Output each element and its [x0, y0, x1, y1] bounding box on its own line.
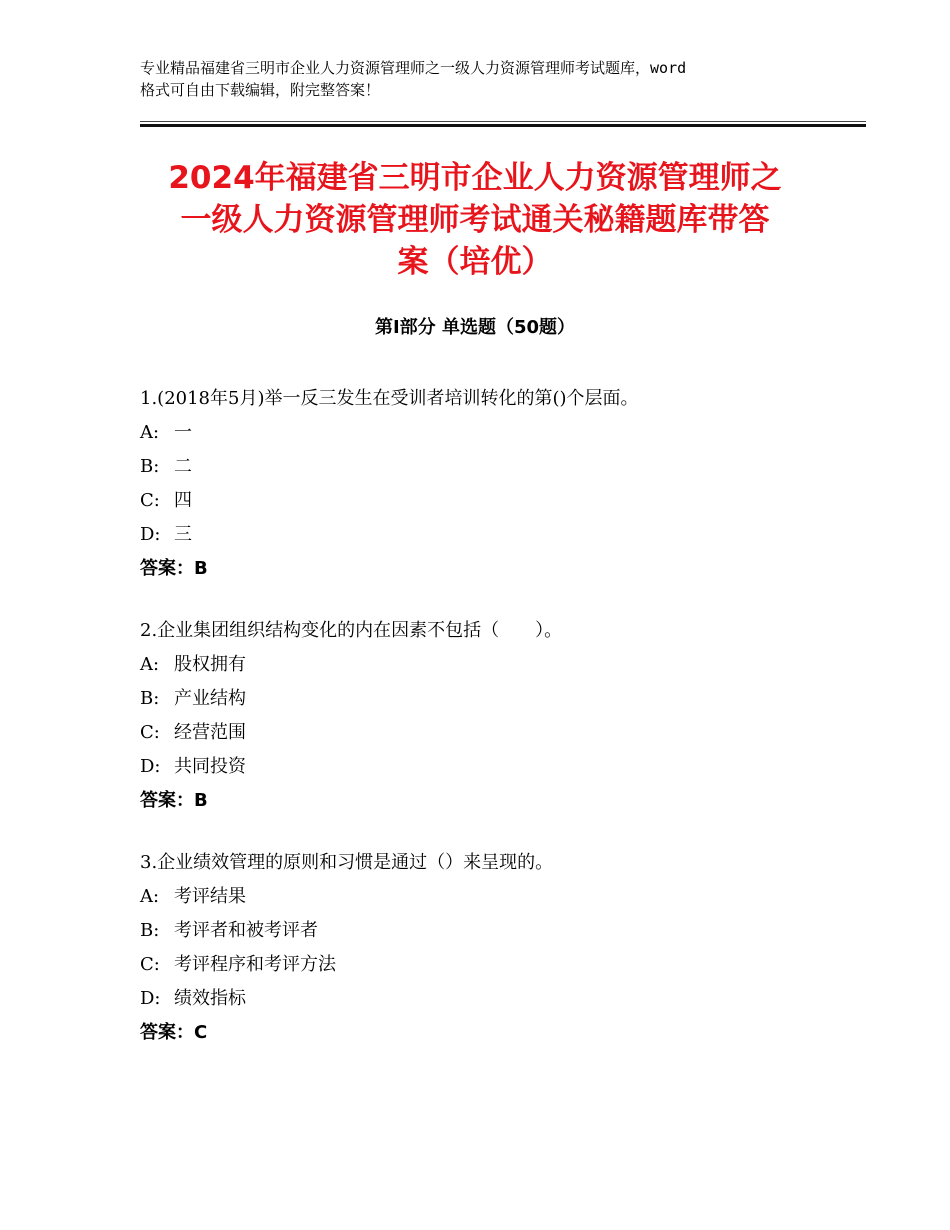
answer-value: B: [194, 790, 208, 811]
document-title-line-1: 2024年福建省三明市企业人力资源管理师之: [168, 160, 782, 196]
option-d: [140, 982, 840, 1016]
answer-value: C: [194, 1022, 208, 1043]
option-key: D:: [140, 756, 161, 777]
question-list: [140, 382, 840, 1078]
answer-label: 答案：: [140, 790, 194, 811]
option-key: C:: [140, 954, 160, 975]
answer-label: 答案：: [140, 1022, 194, 1043]
option-a: [140, 416, 840, 450]
question-stem: 2.企业集团组织结构变化的内在因素不包括（ ）。: [140, 620, 563, 641]
document-title-line-3: 案（培优）: [397, 244, 553, 280]
question-3: [140, 846, 840, 1050]
option-key: D:: [140, 988, 161, 1009]
option-d: [140, 518, 840, 552]
option-key: A:: [140, 886, 160, 907]
option-text: 四: [174, 490, 192, 511]
answer-label: 答案：: [140, 558, 194, 579]
header-note-line-2: 格式可自由下载编辑，附完整答案！: [140, 81, 381, 99]
option-key: C:: [140, 722, 160, 743]
option-b: [140, 450, 840, 484]
header-rule-thin: [140, 121, 866, 122]
option-key: D:: [140, 524, 161, 545]
option-text: 考评者和被考评者: [174, 920, 318, 941]
answer-line: [140, 552, 840, 586]
document-title: [120, 157, 830, 283]
header-note-line-1: 专业精品福建省三明市企业人力资源管理师之一级人力资源管理师考试题库，word: [140, 59, 687, 77]
option-text: 一: [174, 422, 192, 443]
question-stem: 1.(2018年5月)举一反三发生在受训者培训转化的第()个层面。: [140, 388, 639, 409]
option-text: 三: [174, 524, 192, 545]
document-title-line-2: 一级人力资源管理师考试通关秘籍题库带答: [180, 202, 770, 238]
option-text: 考评结果: [174, 886, 246, 907]
header-rule-thick: [140, 124, 866, 127]
question-1: [140, 382, 840, 586]
option-key: B:: [140, 920, 160, 941]
option-key: C:: [140, 490, 160, 511]
option-a: [140, 648, 840, 682]
option-text: 经营范围: [174, 722, 246, 743]
option-c: [140, 484, 840, 518]
option-text: 二: [174, 456, 192, 477]
header-note: [140, 57, 830, 101]
option-key: A:: [140, 422, 160, 443]
option-key: B:: [140, 688, 160, 709]
option-d: [140, 750, 840, 784]
option-text: 绩效指标: [174, 988, 246, 1009]
option-c: [140, 716, 840, 750]
option-key: A:: [140, 654, 160, 675]
option-text: 股权拥有: [174, 654, 246, 675]
option-text: 考评程序和考评方法: [174, 954, 336, 975]
option-c: [140, 948, 840, 982]
question-2: [140, 614, 840, 818]
section-heading: 第Ⅰ部分 单选题（50题）: [374, 317, 575, 338]
option-b: [140, 682, 840, 716]
option-text: 产业结构: [174, 688, 246, 709]
option-text: 共同投资: [174, 756, 246, 777]
answer-value: B: [194, 558, 208, 579]
option-b: [140, 914, 840, 948]
option-key: B:: [140, 456, 160, 477]
answer-line: [140, 1016, 840, 1050]
option-a: [140, 880, 840, 914]
question-stem: 3.企业绩效管理的原则和习惯是通过（）来呈现的。: [140, 852, 554, 873]
answer-line: [140, 784, 840, 818]
